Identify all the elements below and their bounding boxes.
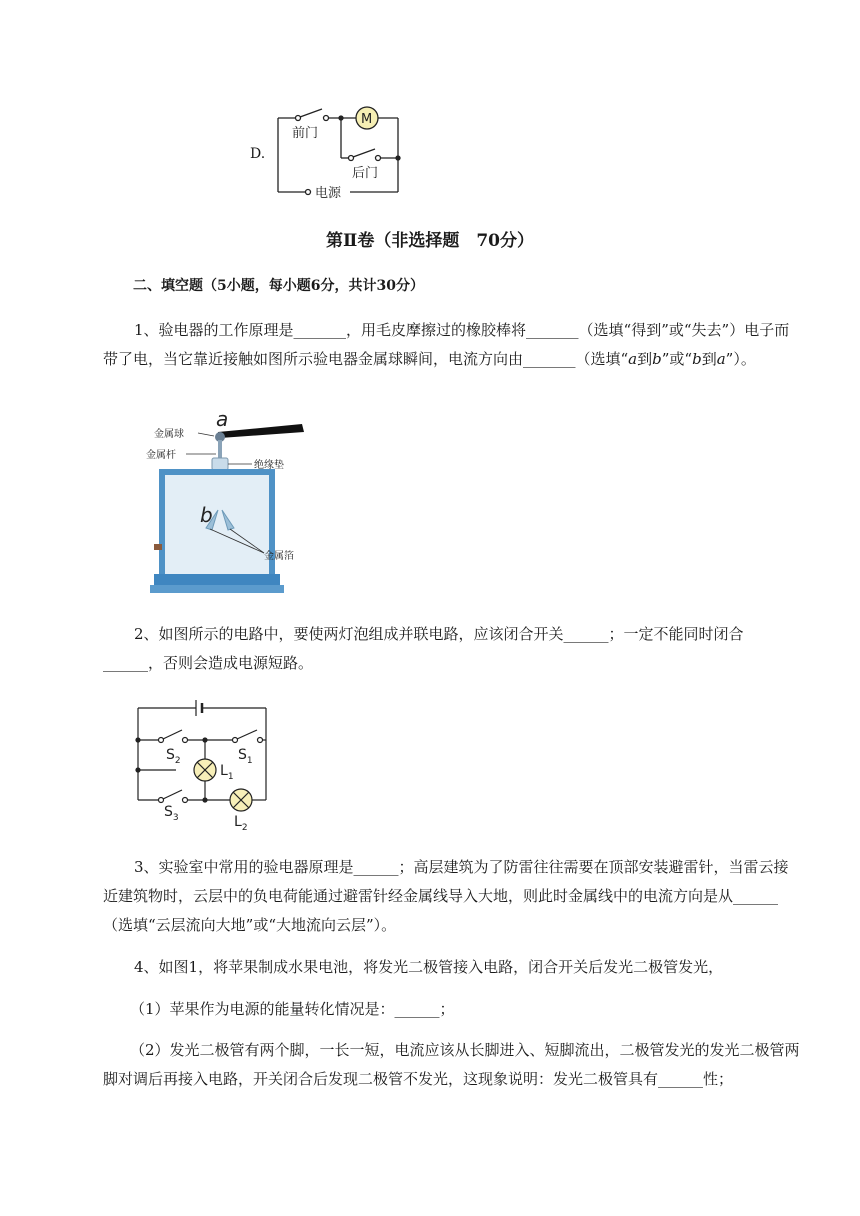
parallel-circuit-figure bbox=[130, 692, 280, 842]
label-metal-ball: 金属球 bbox=[154, 429, 184, 440]
question-2-text: 2、如图所示的电路中，要使两灯泡组成并联电路，应该闭合开关______；一定不能同时闭合______，否则会造成电源短路。 bbox=[103, 625, 744, 672]
back-door-label: 后门 bbox=[352, 166, 379, 181]
label-b: b bbox=[200, 503, 213, 527]
power-label: 电源 bbox=[315, 186, 342, 200]
switch-s1-label: $S_1$ bbox=[238, 747, 253, 766]
lamp-l1-label: $L_1$ bbox=[220, 763, 234, 782]
switch-s3-label: $S_3$ bbox=[164, 804, 179, 823]
bulb-l2 bbox=[230, 789, 252, 811]
option-d-circuit-diagram bbox=[270, 100, 415, 200]
section-title: 二、填空题（5小题，每小题6分，共计30分） bbox=[133, 278, 424, 294]
label-metal-rod: 金属杆 bbox=[146, 450, 176, 461]
front-door-label: 前门 bbox=[292, 126, 319, 141]
question-4-sub2: （2）发光二极管有两个脚，一长一短，电流应该从长脚进入、短脚流出，二极管发光的发光二极管两脚对调后再接入电路，开关闭合后发现二极管不发光，这现象说明：发光二极管具有______性； bbox=[103, 1041, 800, 1088]
part-title: 第Ⅱ卷（非选择题 70分） bbox=[326, 231, 534, 251]
bulb-l1 bbox=[194, 759, 216, 781]
question-4-sub1: （1）苹果作为电源的能量转化情况是：______； bbox=[130, 1000, 455, 1018]
switch-s2-label: $S_2$ bbox=[166, 747, 181, 766]
label-metal-foil: 金属箔 bbox=[264, 551, 294, 562]
electroscope-figure bbox=[140, 410, 315, 595]
question-1-text: 1、验电器的工作原理是_______，用毛皮摩擦过的橡胶棒将_______（选填“得到”或“失去”）电子而带了电，当它靠近接触如图所示验电器金属球瞬间，电流方向由_______（选填“a到b”或“b到a”）。 bbox=[103, 321, 790, 368]
lamp-l2-label: $L_2$ bbox=[234, 814, 248, 833]
motor-label: M bbox=[361, 112, 373, 127]
question-3-text: 3、实验室中常用的验电器原理是______；高层建筑为了防雷往往需要在顶部安装避雷针，当雷云接近建筑物时，云层中的负电荷能通过避雷针经金属线导入大地，则此时金属线中的电流方向是从______（选填“云层流向大地”或“大地流向云层”）。 bbox=[103, 858, 789, 934]
label-insulating-pad: 绝缘垫 bbox=[254, 460, 284, 471]
option-d-label: D. bbox=[250, 146, 266, 162]
question-4-text: 4、如图1，将苹果制成水果电池，将发光二极管接入电路，闭合开关后发光二极管发光， bbox=[134, 958, 724, 976]
label-a: a bbox=[216, 410, 229, 431]
